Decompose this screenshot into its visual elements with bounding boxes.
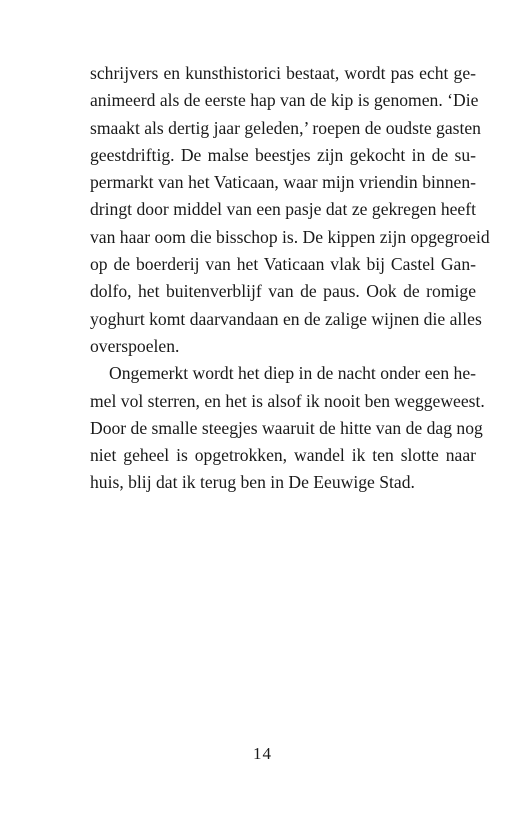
text-line: op de boerderij van het Vaticaan vlak bij Castel Gan- (90, 254, 476, 275)
text-line: dolfo, het buitenverblijf van de paus. Ook de romige (90, 281, 476, 302)
text-line: Door de smalle steegjes waaruit de hitte van de dag nog (90, 417, 483, 438)
text-line: yoghurt komt daarvandaan en de zalige wijnen die alles (90, 308, 482, 329)
paragraph-1 (90, 60, 490, 360)
text-line: dringt door middel van een pasje dat ze gekregen heeft (90, 199, 476, 220)
text-line: niet geheel is opgetrokken, wandel ik ten slotte naar (90, 445, 476, 466)
page-number: 14 (253, 744, 272, 763)
text-line: overspoelen. (90, 335, 180, 356)
text-line: mel vol sterren, en het is alsof ik nooit ben weggeweest. (90, 390, 485, 411)
paragraph-2 (90, 360, 485, 496)
text-line: geestdriftig. De malse beestjes zijn gekocht in de su- (90, 144, 476, 165)
text-line: animeerd als de eerste hap van de kip is genomen. ‘Die (90, 90, 479, 111)
text-line: van haar oom die bisschop is. De kippen zijn opgegroeid (90, 226, 490, 247)
text-line: permarkt van het Vaticaan, waar mijn vriendin binnen- (90, 172, 476, 193)
text-line: schrijvers en kunsthistorici bestaat, wordt pas echt ge- (90, 63, 476, 83)
text-line: smaakt als dertig jaar geleden,’ roepen de oudste gasten (90, 117, 481, 138)
body-text (90, 60, 490, 497)
text-line: Ongemerkt wordt het diep in de nacht onder een he- (109, 363, 476, 384)
text-line: huis, blij dat ik terug ben in De Eeuwige Stad. (90, 472, 415, 493)
